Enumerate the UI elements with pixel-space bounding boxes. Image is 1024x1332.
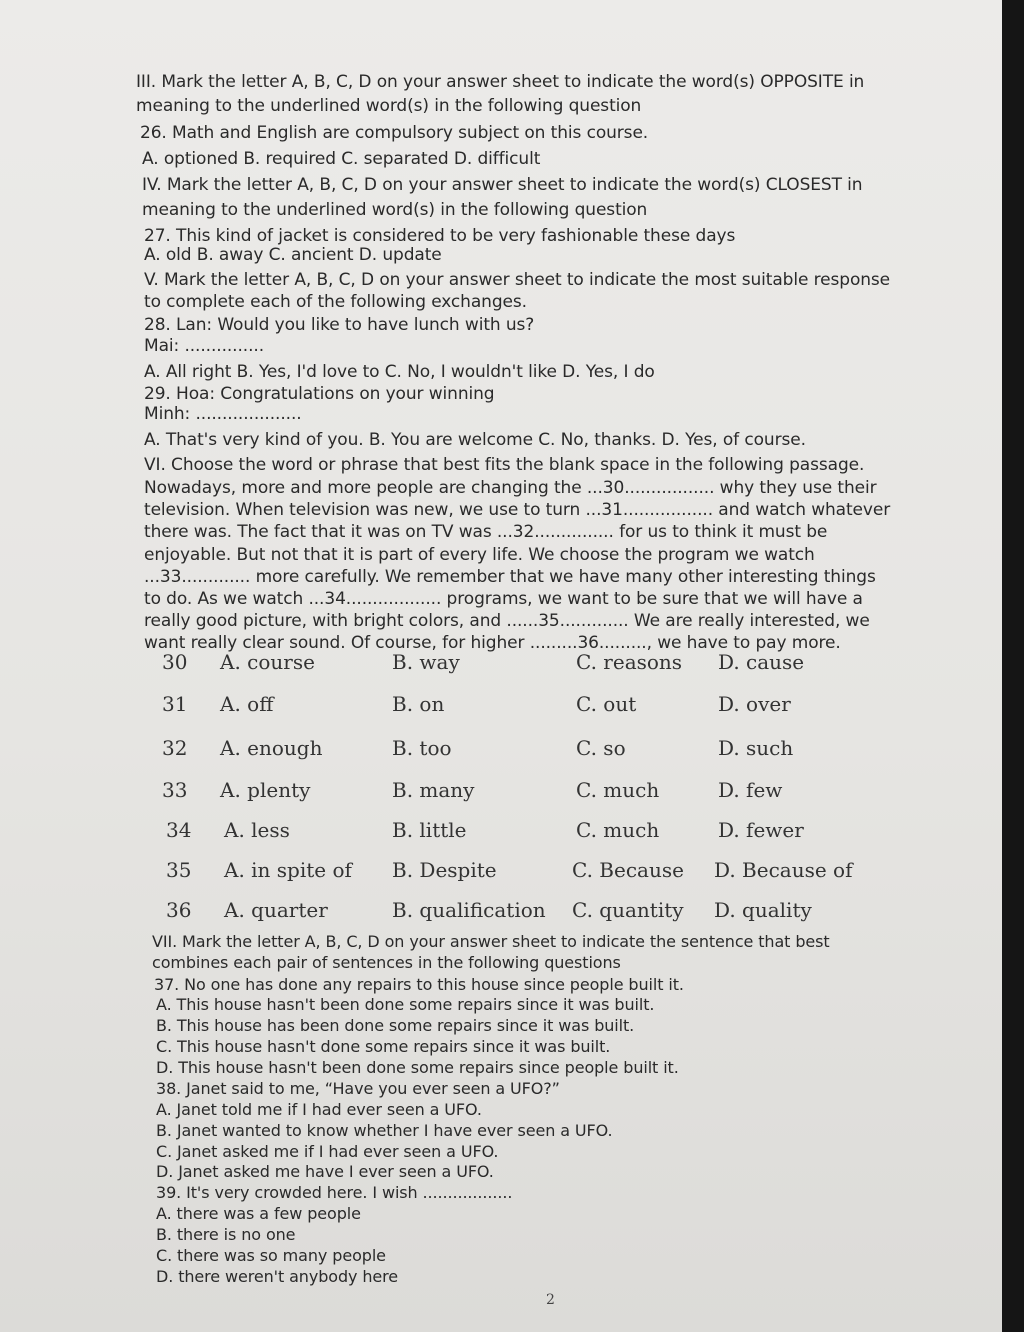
question-29: 29. Hoa: Congratulations on your winning [144, 384, 495, 404]
question-33-option-d: D. few [718, 778, 783, 802]
question-35-num: 35 [166, 858, 192, 882]
question-26-options: A. optioned B. required C. separated D. difficult [142, 149, 541, 169]
question-30-option-c: C. reasons [576, 650, 683, 674]
question-31-option-c: C. out [576, 692, 637, 716]
question-36-option-a: A. quarter [224, 898, 328, 922]
question-34-option-d: D. fewer [718, 818, 804, 842]
question-39-option-a: A. there was a few people [156, 1204, 361, 1223]
question-32-option-d: D. such [718, 736, 794, 760]
question-26: 26. Math and English are compulsory subject on this course. [140, 123, 649, 143]
question-38-option-b: B. Janet wanted to know whether I have ever seen a UFO. [156, 1121, 613, 1140]
section-iii-heading-line1: III. Mark the letter A, B, C, D on your answer sheet to indicate the word(s) OPPOSITE in [136, 72, 865, 92]
question-34-option-a: A. less [224, 818, 290, 842]
question-39-option-c: C. there was so many people [156, 1246, 386, 1265]
question-37-option-b: B. This house has been done some repairs since it was built. [156, 1016, 635, 1035]
passage-line: ...33............. more carefully. We remember that we have many other interesting things [144, 567, 876, 587]
question-30-option-b: B. way [392, 650, 460, 674]
question-27-options: A. old B. away C. ancient D. update [144, 245, 442, 265]
question-32-option-c: C. so [576, 736, 626, 760]
section-vii-heading-line2: combines each pair of sentences in the following questions [152, 953, 621, 972]
question-38-option-c: C. Janet asked me if I had ever seen a UFO. [156, 1142, 499, 1161]
question-39-option-d: D. there weren't anybody here [156, 1267, 399, 1286]
section-v-heading-line2: to complete each of the following exchanges. [144, 292, 527, 312]
question-37-option-d: D. This house hasn't been done some repairs since people built it. [156, 1058, 679, 1077]
section-vii-heading-line1: VII. Mark the letter A, B, C, D on your answer sheet to indicate the sentence that best [152, 932, 830, 951]
question-27: 27. This kind of jacket is considered to be very fashionable these days [144, 226, 736, 246]
passage-line: there was. The fact that it was on TV was ...32............... for us to think it must be [144, 522, 828, 542]
passage-line: television. When television was new, we use to turn ...31................. and watch whatever [144, 500, 891, 520]
question-37: 37. No one has done any repairs to this house since people built it. [154, 975, 684, 994]
question-28-response: Mai: ............... [144, 336, 264, 356]
question-30-num: 30 [162, 650, 188, 674]
question-31-option-a: A. off [220, 692, 274, 716]
question-33-num: 33 [162, 778, 188, 802]
question-35-option-b: B. Despite [392, 858, 497, 882]
section-vi-heading: VI. Choose the word or phrase that best fits the blank space in the following passage. [144, 455, 865, 475]
question-29-options: A. That's very kind of you. B. You are welcome C. No, thanks. D. Yes, of course. [144, 430, 806, 450]
question-33-option-c: C. much [576, 778, 660, 802]
question-36-option-c: C. quantity [572, 898, 684, 922]
passage-line: really good picture, with bright colors, and ......35............. We are really interested, we [144, 611, 870, 631]
passage-line: Nowadays, more and more people are changing the ...30................. why they use their [144, 478, 877, 498]
question-31-option-d: D. over [718, 692, 791, 716]
passage-line: to do. As we watch ...34.................. programs, we want to be sure that we will have a [144, 589, 863, 609]
question-36-option-b: B. qualification [392, 898, 546, 922]
question-30-option-a: A. course [220, 650, 315, 674]
question-32-num: 32 [162, 736, 188, 760]
section-v-heading-line1: V. Mark the letter A, B, C, D on your answer sheet to indicate the most suitable response [144, 270, 891, 290]
question-36-option-d: D. quality [714, 898, 812, 922]
background-edge [1002, 0, 1024, 1332]
question-30-option-d: D. cause [718, 650, 805, 674]
question-31-num: 31 [162, 692, 188, 716]
question-38-option-d: D. Janet asked me have I ever seen a UFO. [156, 1162, 494, 1181]
question-34-option-b: B. little [392, 818, 467, 842]
question-37-option-c: C. This house hasn't done some repairs since it was built. [156, 1037, 611, 1056]
question-36-num: 36 [166, 898, 192, 922]
question-35-option-a: A. in spite of [224, 858, 352, 882]
section-iv-heading-line1: IV. Mark the letter A, B, C, D on your answer sheet to indicate the word(s) CLOSEST in [142, 175, 863, 195]
question-38: 38. Janet said to me, “Have you ever seen a UFO?” [156, 1079, 560, 1098]
question-32-option-a: A. enough [220, 736, 323, 760]
question-34-num: 34 [166, 818, 192, 842]
passage-line: want really clear sound. Of course, for higher .........36........., we have to pay more. [144, 633, 841, 653]
question-37-option-a: A. This house hasn't been done some repairs since it was built. [156, 995, 655, 1014]
question-28-options: A. All right B. Yes, I'd love to C. No, I wouldn't like D. Yes, I do [144, 362, 655, 382]
section-iii-heading-line2: meaning to the underlined word(s) in the following question [136, 96, 642, 116]
question-33-option-b: B. many [392, 778, 475, 802]
page-number: 2 [546, 1292, 555, 1308]
question-35-option-d: D. Because of [714, 858, 853, 882]
question-32-option-b: B. too [392, 736, 452, 760]
question-39: 39. It's very crowded here. I wish .................. [156, 1183, 513, 1202]
question-29-response: Minh: .................... [144, 404, 302, 424]
question-33-option-a: A. plenty [220, 778, 311, 802]
question-35-option-c: C. Because [572, 858, 684, 882]
section-iv-heading-line2: meaning to the underlined word(s) in the following question [142, 200, 648, 220]
question-31-option-b: B. on [392, 692, 445, 716]
question-39-option-b: B. there is no one [156, 1225, 296, 1244]
question-38-option-a: A. Janet told me if I had ever seen a UFO. [156, 1100, 482, 1119]
passage-line: enjoyable. But not that it is part of every life. We choose the program we watch [144, 545, 815, 565]
question-34-option-c: C. much [576, 818, 660, 842]
question-28: 28. Lan: Would you like to have lunch with us? [144, 315, 535, 335]
